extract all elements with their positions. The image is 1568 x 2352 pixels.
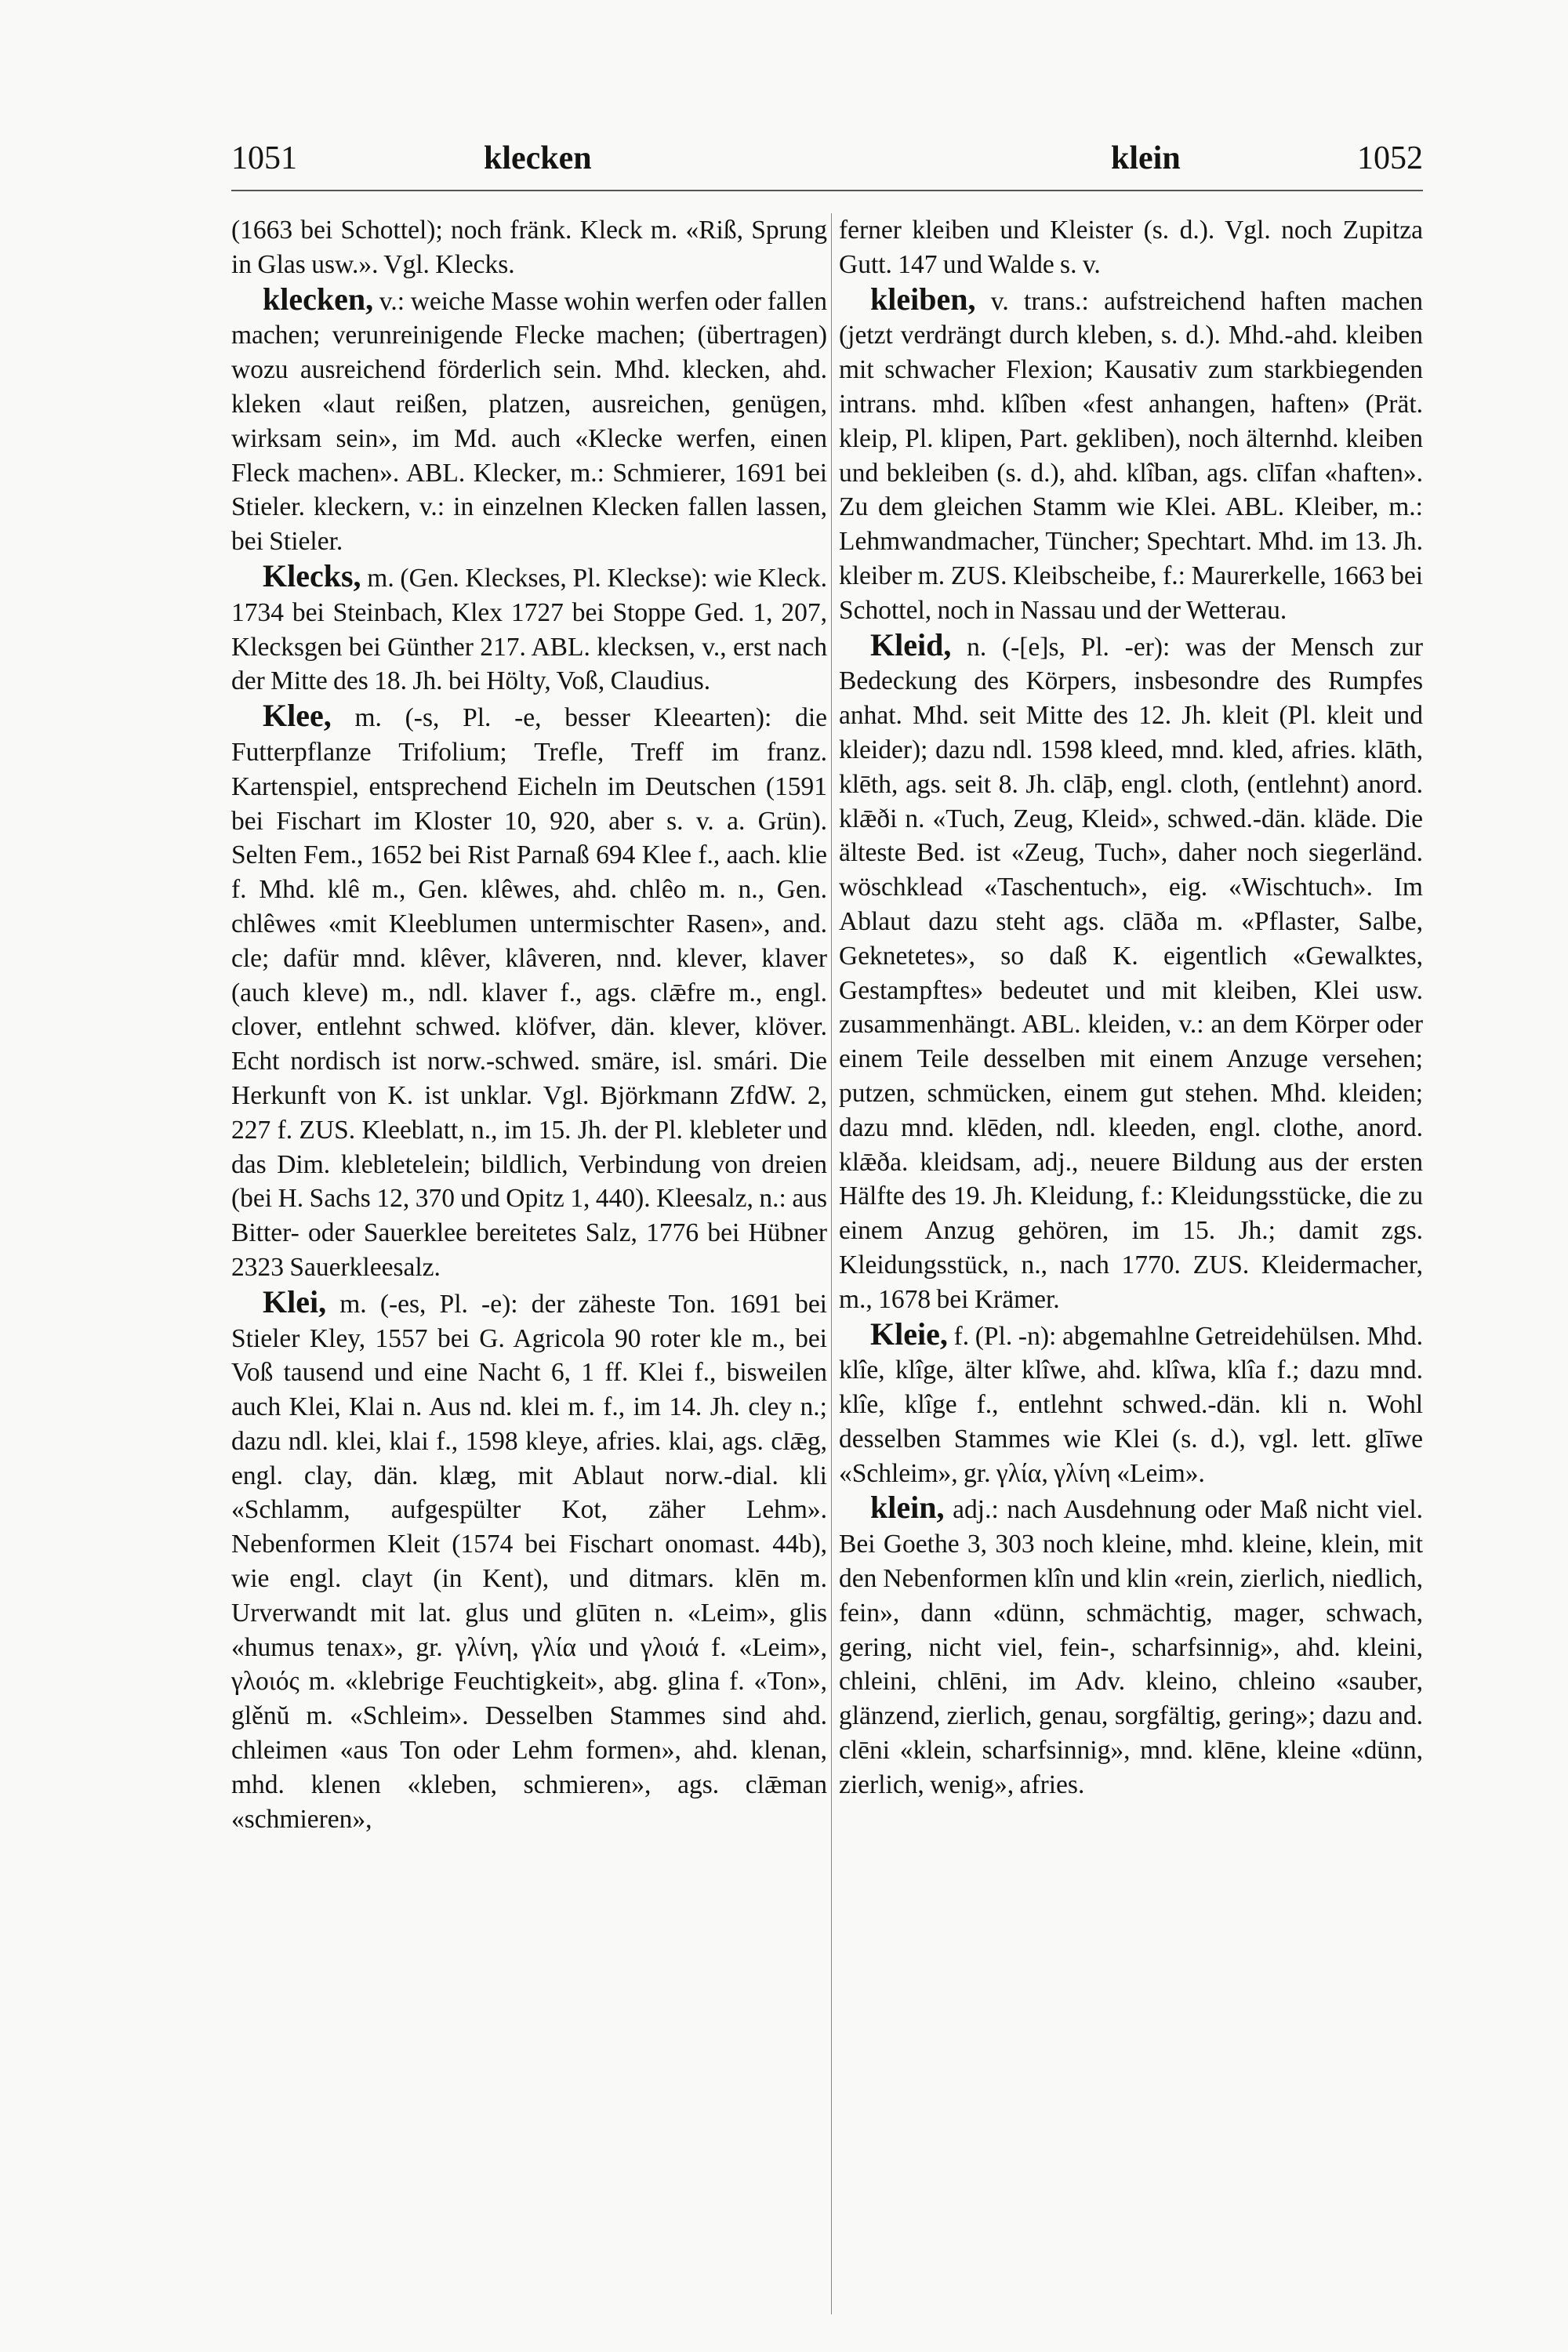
entry-text: m. (Gen. Kleckses, Pl. Kleckse): wie Kleck. 1734 bei Steinbach, Klex 1727 bei Stoppe Ged. 1, 207, Klecksgen bei Günther 217. ABL. klecksen, v., erst nach der Mitte des 18. Jh. bei Hölty, Voß, Claudius. [231, 563, 828, 696]
headword: kleiben, [870, 281, 976, 317]
entry-text: (1663 bei Schottel); noch fränk. Kleck m. «Riß, Sprung in Glas usw.». Vgl. Klecks. [231, 216, 827, 279]
headword: Kleid, [870, 626, 952, 662]
header-rule [231, 190, 1423, 191]
headword: klein, [870, 1490, 945, 1526]
entry-kleid [839, 628, 1423, 1317]
entry-kleiben [839, 282, 1423, 628]
entry-continuation [839, 213, 1423, 282]
headword: Klecks, [263, 557, 361, 593]
catchword-left: klecken [484, 140, 592, 176]
entry-klei [231, 1285, 827, 1837]
entry-kleie [839, 1317, 1423, 1491]
entry-klein [839, 1490, 1423, 1802]
entry-text: m. (-es, Pl. -e): der zäheste Ton. 1691 bei Stieler Kley, 1557 bei G. Agricola 90 roter kle m., bei Voß tausend und eine Nacht 6, 1 ff. Klei f., bisweilen auch Klei, Klai n. Aus nd. klei m. f., im 14. Jh. cley n.; dazu ndl. klei, klai f., 1598 kleye, afries. klai, ags. clǣg, engl. clay, dän. klæg, mit Ablaut norw.-dial. kli «Schlamm, aufgespülter Kot, zäher Lehm». Nebenformen Kleit (1574 bei Fischart onomast. 44b), wie engl. clayt (in Kent), und ditmars. klēn m. Urverwandt mit lat. glus und glūten n. «Leim», glis «humus tenax», gr. γλίνη, γλία und γλοιά f. «Leim», γλοιός m. «klebrige Feuchtigkeit», abg. glina f. «Ton», glěnŭ m. «Schleim». Desselben Stammes sind ahd. chleimen «aus Ton oder Lehm formen», ahd. klenan, mhd. klenen «kleben, schmieren», ags. clǣman «schmieren», [231, 1289, 827, 1834]
headword: klecken, [263, 281, 374, 317]
left-column [231, 213, 827, 1836]
catchword-right: klein [1111, 140, 1181, 176]
entry-text: n. (-[e]s, Pl. -er): was der Mensch zur Bedeckung des Körpers, insbesondre des Rumpfes anhat. Mhd. seit Mitte des 12. Jh. kleit (Pl. kleit und kleider); dazu ndl. 1598 kleed, mnd. kled, afries. klāth, klēth, ags. seit 8. Jh. clāþ, engl. cloth, (entlehnt) anord. klǣði n. «Tuch, Zeug, Kleid», schwed.-dän. kläde. Die älteste Bed. ist «Zeug, Tuch», daher noch siegerländ. wöschklead «Taschentuch», eig. «Wischtuch». Im Ablaut dazu steht ags. clāða m. «Pflaster, Salbe, Geknetetes», so daß K. eigentlich «Gewalktes, Gestampftes» bedeutet und mit kleiben, Klei usw. zusammenhängt. ABL. kleiden, v.: an dem Körper oder einem Teile desselben mit einem Anzuge versehen; putzen, schmücken, einem gut stehen. Mhd. kleiden; dazu mnd. klēden, ndl. kleeden, engl. clothe, anord. klǣða. kleidsam, adj., neuere Bildung aus der ersten Hälfte des 19. Jh. Kleidung, f.: Kleidungsstücke, die zu einem Anzug gehören, im 15. Jh.; damit zgs. Kleidungsstück, n., nach 1770. ZUS. Kleidermacher, m., 1678 bei Krämer. [839, 632, 1423, 1314]
entry-klecks [231, 559, 827, 699]
headword: Klei, [263, 1283, 327, 1319]
headword: Kleie, [870, 1316, 948, 1352]
page-number-right: 1052 [1357, 140, 1423, 176]
entry-klee [231, 699, 827, 1285]
entry-continuation [231, 213, 827, 282]
headword: Klee, [263, 698, 332, 734]
entry-text: f. (Pl. -n): abgemahlne Getreidehülsen. Mhd. klîe, klîge, älter klîwe, ahd. klîwa, klîa f.; dazu mnd. klîe, klîge f., entlehnt schwed.-dän. kli n. Wohl desselben Stammes wie Klei (s. d.), vgl. lett. glīwe «Schleim», gr. γλία, γλίνη «Leim». [839, 1321, 1424, 1488]
entry-text: m. (-s, Pl. -e, besser Kleearten): die Futterpflanze Trifolium; Trefle, Treff im franz. Kartenspiel, entsprechend Eicheln im Deutschen (1591 bei Fischart im Kloster 10, 920, aber s. v. a. Grün). Selten Fem., 1652 bei Rist Parnaß 694 Klee f., aach. klie f. Mhd. klê m., Gen. klêwes, ahd. chlêo m. n., Gen. chlêwes «mit Kleeblumen untermischter Rasen», and. cle; dafür mnd. klêver, klâveren, nnd. klever, klaver (auch kleve) m., ndl. klaver f., ags. clǣfre m., engl. clover, entlehnt schwed. klöfver, dän. klever, klöver. Echt nordisch ist norw.-schwed. smäre, isl. smári. Die Herkunft von K. ist unklar. Vgl. Björkmann ZfdW. 2, 227 f. ZUS. Kleeblatt, n., im 15. Jh. der Pl. klebleter und das Dim. klebletelein; bildlich, Verbindung von dreien (bei H. Sachs 12, 370 und Opitz 1, 440). Kleesalz, n.: aus Bitter- oder Sauerklee bereitetes Salz, 1776 bei Hübner 2323 Sauerkleesalz. [231, 703, 827, 1282]
entry-text: ferner kleiben und Kleister (s. d.). Vgl. noch Zupitza Gutt. 147 und Walde s. v. [839, 216, 1423, 279]
page-number-left: 1051 [231, 140, 297, 176]
entry-text: v.: weiche Masse wohin werfen oder fallen machen; verunreinigende Flecke machen; (übertragen) wozu ausreichend förderlich sein. Mhd. klecken, ahd. kleken «laut reißen, platzen, ausreichen, genügen, wirksam sein», im Md. auch «Klecke werfen, einen Fleck machen». ABL. Klecker, m.: Schmierer, 1691 bei Stieler. kleckern, v.: in einzelnen Klecken fallen lassen, bei Stieler. [231, 286, 827, 557]
right-column [839, 213, 1423, 1802]
entry-text: adj.: nach Ausdehnung oder Maß nicht viel. Bei Goethe 3, 303 noch kleine, mhd. kleine, klein, mit den Nebenformen klîn und klin «rein, zierlich, niedlich, fein», dann «dünn, schmächtig, mager, schwach, gering, nicht viel, fein-, scharfsinnig», ahd. kleini, chleini, chlēni, im Adv. kleino, chleino «sauber, glänzend, zierlich, genau, sorgfältig, gering»; dazu and. clēni «klein, scharfsinnig», mnd. klēne, kleine «dünn, zierlich, wenig», afries. [839, 1495, 1424, 1799]
entry-text: v. trans.: aufstreichend haften machen (jetzt verdrängt durch kleben, s. d.). Mhd.-ahd. kleiben mit schwacher Flexion; Kausativ zum starkbiegenden intrans. mhd. klîben «fest anhangen, haften» (Prät. kleip, Pl. klipen, Part. gekliben), noch älternhd. kleiben und bekleiben (s. d.), ahd. klîban, ags. clīfan «haften». Zu dem gleichen Stamm wie Klei. ABL. Kleiber, m.: Lehmwandmacher, Tüncher; Spechtart. Mhd. im 13. Jh. kleiber m. ZUS. Kleibscheibe, f.: Maurerkelle, 1663 bei Schottel, noch in Nassau und der Wetterau. [839, 286, 1423, 625]
column-divider [831, 213, 832, 2314]
running-header [231, 140, 1423, 191]
entry-klecken [231, 282, 827, 559]
